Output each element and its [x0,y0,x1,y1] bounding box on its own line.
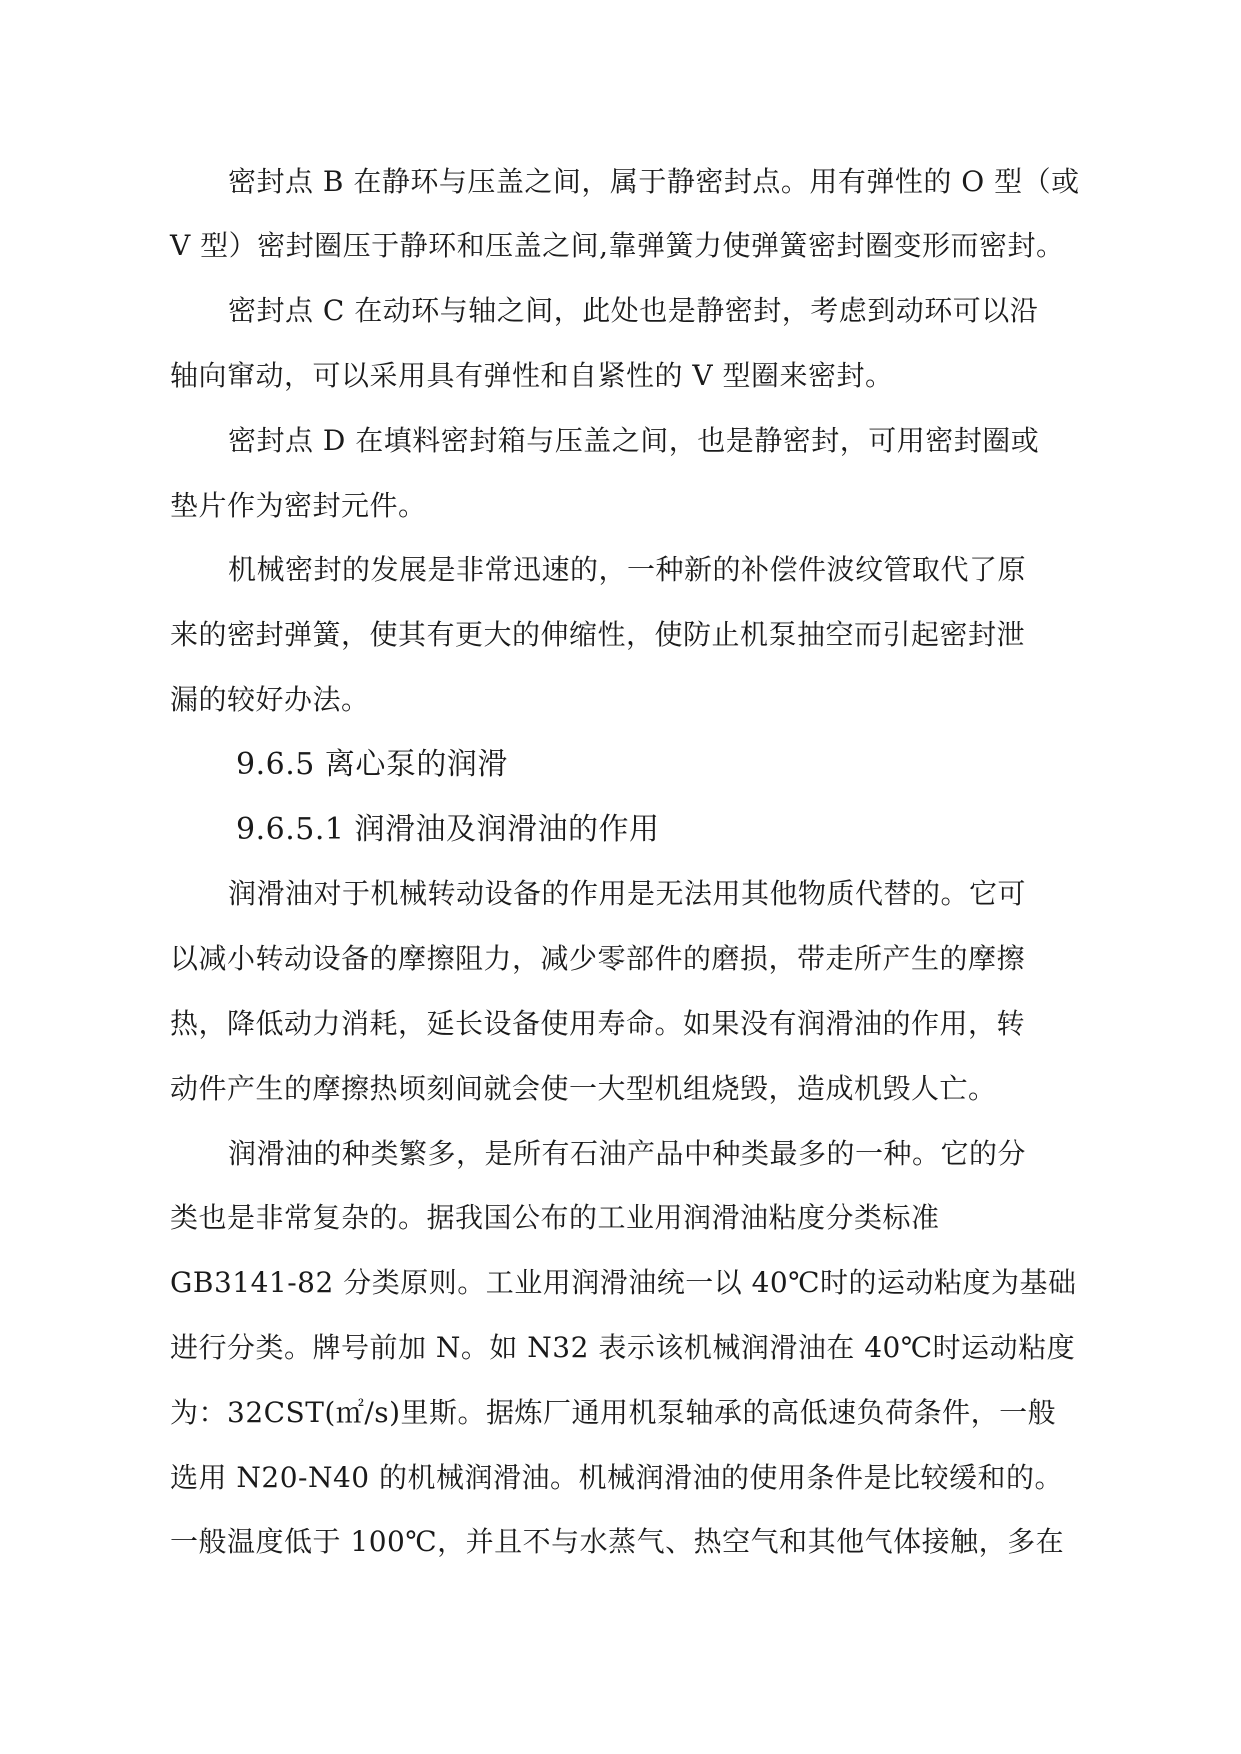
paragraph-2-line-2: 轴向窜动，可以采用具有弹性和自紧性的 V 型圈来密封。 [170,359,894,392]
paragraph-2-line-1: 密封点 C 在动环与轴之间，此处也是静密封，考虑到动环可以沿 [228,294,1039,327]
paragraph-5-line-2: 以减小转动设备的摩擦阻力，减少零部件的磨损，带走所产生的摩擦 [170,942,1026,975]
paragraph-4-line-3: 漏的较好办法。 [170,683,370,716]
paragraph-6-line-5: 为：32CST(㎡/s)里斯。据炼厂通用机泵轴承的高低速负荷条件，一般 [170,1396,1057,1429]
subsection-heading: 9.6.5.1 润滑油及润滑油的作用 [236,812,660,847]
section-heading: 9.6.5 离心泵的润滑 [236,747,508,782]
paragraph-4-line-1: 机械密封的发展是非常迅速的，一种新的补偿件波纹管取代了原 [228,553,1027,586]
paragraph-3-line-2: 垫片作为密封元件。 [170,489,427,522]
paragraph-6-line-4: 进行分类。牌号前加 N。如 N32 表示该机械润滑油在 40℃时运动粘度 [170,1331,1076,1364]
paragraph-6-line-1: 润滑油的种类繁多，是所有石油产品中种类最多的一种。它的分 [228,1137,1027,1170]
paragraph-5-line-4: 动件产生的摩擦热顷刻间就会使一大型机组烧毁，造成机毁人亡。 [170,1072,997,1105]
paragraph-1-line-1: 密封点 B 在静环与压盖之间，属于静密封点。用有弹性的 O 型（或 [228,165,1080,198]
paragraph-6-line-3: GB3141-82 分类原则。工业用润滑油统一以 40℃时的运动粘度为基础 [170,1266,1077,1299]
paragraph-6-line-2: 类也是非常复杂的。据我国公布的工业用润滑油粘度分类标准 [170,1201,940,1234]
paragraph-5-line-3: 热，降低动力消耗，延长设备使用寿命。如果没有润滑油的作用，转 [170,1007,1026,1040]
paragraph-6-line-6: 选用 N20-N40 的机械润滑油。机械润滑油的使用条件是比较缓和的。 [170,1461,1064,1494]
paragraph-4-line-2: 来的密封弹簧，使其有更大的伸缩性，使防止机泵抽空而引起密封泄 [170,618,1026,651]
paragraph-1-line-2: V 型）密封圈压于静环和压盖之间,靠弹簧力使弹簧密封圈变形而密封。 [170,229,1065,262]
paragraph-6-line-7: 一般温度低于 100℃，并且不与水蒸气、热空气和其他气体接触，多在 [170,1525,1065,1558]
paragraph-5-line-1: 润滑油对于机械转动设备的作用是无法用其他物质代替的。它可 [228,877,1027,910]
paragraph-3-line-1: 密封点 D 在填料密封箱与压盖之间，也是静密封，可用密封圈或 [228,424,1040,457]
